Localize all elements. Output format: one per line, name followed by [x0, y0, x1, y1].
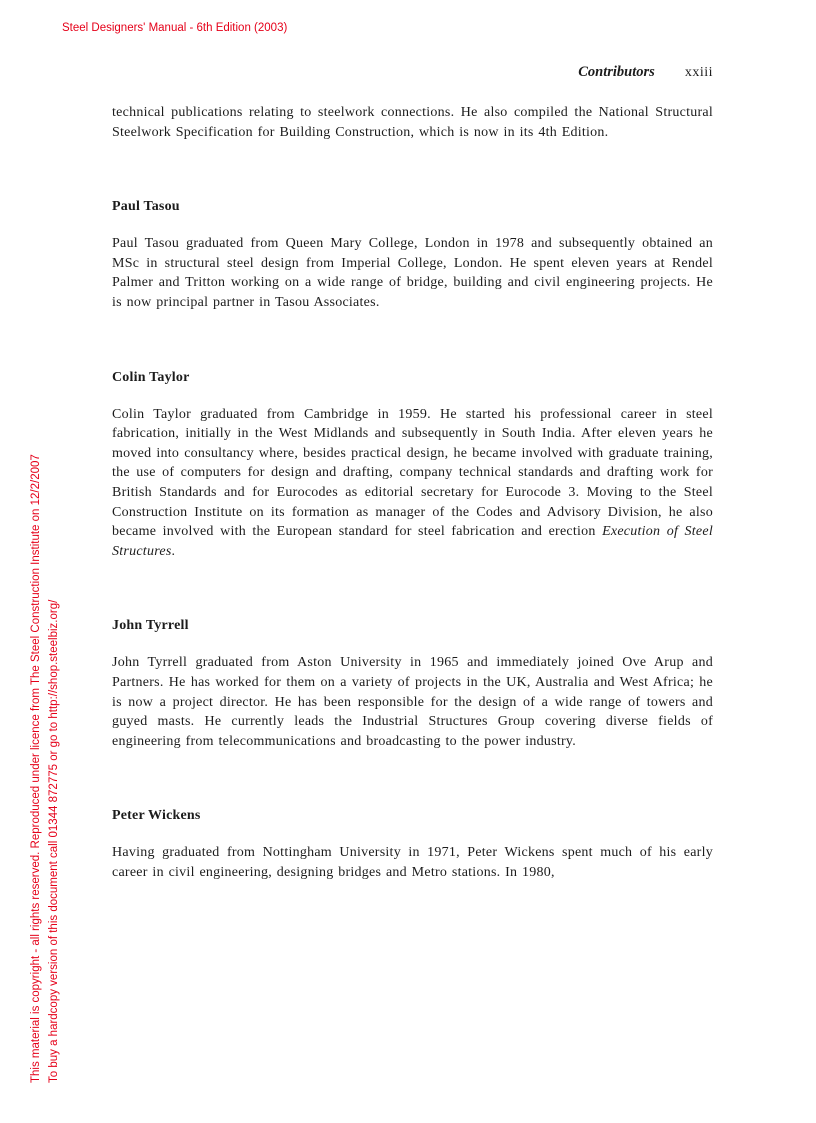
running-header-title: Contributors [578, 64, 655, 80]
watermark-header: Steel Designers' Manual - 6th Edition (2003) [62, 22, 288, 34]
bio-book-title: Execution of Steel Structures [112, 524, 713, 559]
contributor-heading: Paul Tasou [112, 199, 180, 215]
contributor-bio: Having graduated from Nottingham University in 1971, Peter Wickens spent much of his early career in civil engineering, designing bridges and Metro stations. In 1980, [112, 845, 713, 880]
section-colin-taylor [112, 370, 713, 562]
watermark-sidebar-line-2: To buy a hardcopy version of this document call 01344 872775 or go to http://shop.steelbiz.org/ [48, 599, 60, 1083]
bio-text: Colin Taylor graduated from Cambridge in 1959. He started his professional career in steel fabrication, initially in the West Midlands and subsequently in South India. After eleven years he moved into consultancy where, besides practical design, he became involved with graduate training, the use of computers for design and drafting, company technical standards and drafting work for British Standards and for Eurocodes as editorial secretary for Eurocode 3. Moving to the Steel Construction Institute on its formation as manager of the Codes and Advisory Division, he also became involved with the European standard for steel fabrication and erection [112, 406, 713, 540]
contributor-heading: Peter Wickens [112, 808, 201, 824]
page-content [112, 64, 713, 882]
bio-text-suffix: . [171, 543, 176, 559]
section-paul-tasou [112, 199, 713, 312]
section-peter-wickens [112, 808, 713, 882]
running-header [112, 64, 713, 81]
contributor-bio [112, 405, 713, 562]
watermark-sidebar-line-1: This material is copyright - all rights reserved. Reproduced under licence from The Steel Construction Institute on 12/2/2007 [30, 454, 42, 1083]
contributor-heading: Colin Taylor [112, 369, 190, 385]
contributor-heading: John Tyrrell [112, 618, 189, 634]
section-john-tyrrell [112, 618, 713, 751]
contributor-bio: John Tyrrell graduated from Aston University in 1965 and immediately joined Ove Arup and Partners. He has worked for them on a variety of projects in the UK, Australia and West Africa; he is now a project director. He has been responsible for the design of a wide range of towers and guyed masts. He currently leads the Industrial Structures Group covering diverse fields of engineering from telecommunications and broadcasting to the power industry. [112, 655, 713, 749]
intro-paragraph: technical publications relating to steelwork connections. He also compiled the National Structural Steelwork Specification for Building Construction, which is now in its 4th Edition. [112, 105, 713, 140]
contributor-bio: Paul Tasou graduated from Queen Mary College, London in 1978 and subsequently obtained an MSc in structural steel design from Imperial College, London. He spent eleven years at Rendel Palmer and Tritton working on a wide range of bridge, building and civil engineering projects. He is now principal partner in Tasou Associates. [112, 236, 713, 310]
page-number: xxiii [684, 65, 713, 80]
body-text [112, 103, 713, 882]
